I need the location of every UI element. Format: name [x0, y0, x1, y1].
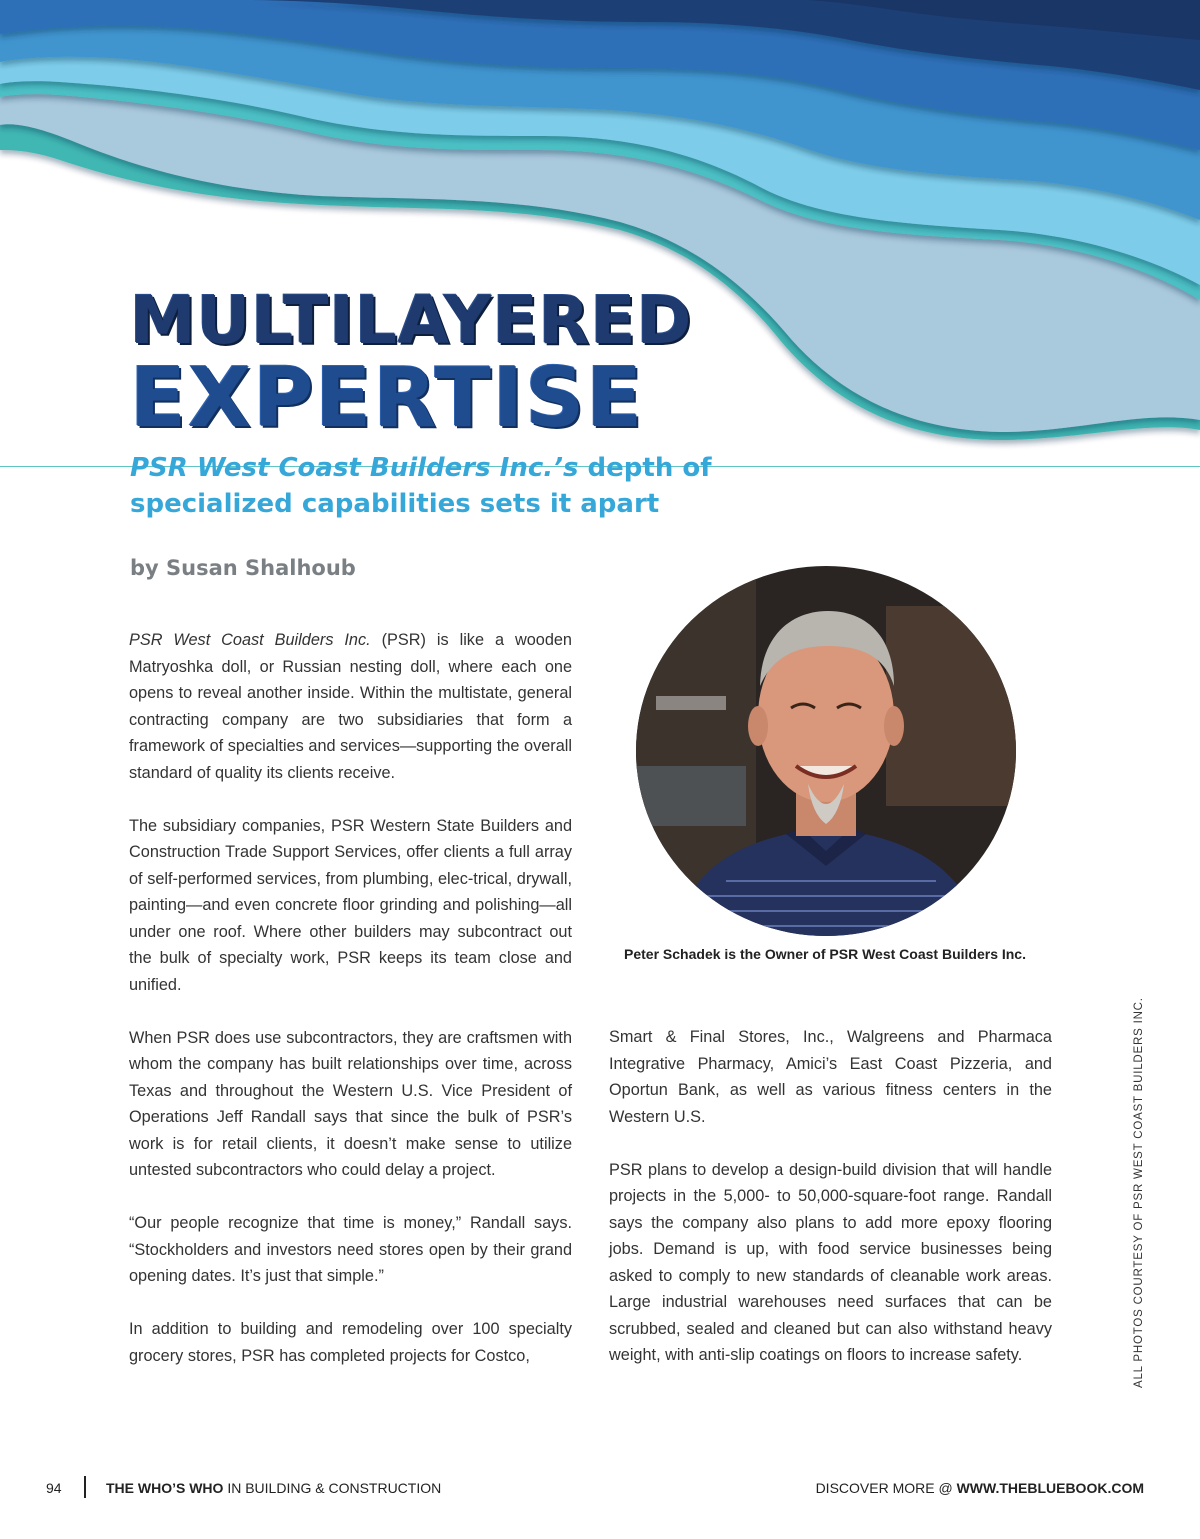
discover-more-link[interactable] — [816, 1480, 1144, 1496]
article-title — [130, 282, 693, 446]
portrait-photo — [636, 566, 1016, 936]
paragraph — [129, 627, 572, 786]
paragraph-text: (PSR) is like a wooden Matryoshka doll, or Russian nesting doll, where each one opens to reveal another inside. Within the multistate, general contracting company are two subsidiaries that form a framework of specialties and services—supporting the overall standard of quality its clients receive. — [129, 631, 572, 782]
paragraph: Smart & Final Stores, Inc., Walgreens and Pharmaca Integrative Pharmacy, Amici’s East Coast Pizzeria, and Oportun Bank, as well as various fitness centers in the Western U.S. — [609, 1028, 1052, 1126]
paragraph: PSR plans to develop a design-build division that will handle projects in the 5,000- to 50,000-square-foot range. Randall says the company also plans to add more epoxy flooring jobs. Demand is up, with food service businesses being asked to comply to new standards of cleanable work areas. Large industrial warehouses need surfaces that can be scrubbed, sealed and cleaned but can also withstand heavy weight, with anti-slip coatings on floors to increase safety. — [609, 1160, 1052, 1364]
title-line-2: EXPERTISE — [130, 351, 645, 446]
paragraph: In addition to building and remodeling over 100 specialty grocery stores, PSR has completed projects for Costco, — [129, 1320, 572, 1365]
subtitle-rest: depth of specialized capabilities sets it apart — [130, 453, 712, 519]
title-line-1: MULTILAYERED — [130, 282, 693, 359]
paragraph: When PSR does use subcontractors, they are craftsmen with whom the company has built relationships over time, across Texas and throughout the Western U.S. Vice President of Operations Jeff Randall says that since the bulk of PSR’s work is for retail clients, it doesn’t make sense to utilize untested subcontractors who could delay a project. — [129, 1028, 572, 1179]
photo-credit: ALL PHOTOS COURTESY OF PSR WEST COAST BUILDERS INC. — [1133, 997, 1145, 1388]
discover-prefix: DISCOVER MORE @ — [815, 1480, 957, 1496]
publication-name-bold: THE WHO’S WHO — [106, 1480, 224, 1496]
subtitle-company: PSR West Coast Builders Inc.’s — [130, 453, 579, 483]
portrait-illustration — [636, 566, 1016, 936]
publication-name — [106, 1480, 441, 1496]
footer-divider — [84, 1476, 86, 1498]
publication-name-rest: IN BUILDING & CONSTRUCTION — [223, 1480, 442, 1496]
byline: by Susan Shalhoub — [130, 556, 356, 580]
page-number: 94 — [46, 1480, 62, 1496]
article-subtitle — [130, 450, 770, 522]
photo-caption: Peter Schadek is the Owner of PSR West Coast Builders Inc. — [624, 946, 1026, 962]
body-column-right — [609, 1024, 1052, 1395]
body-column-left — [129, 627, 572, 1396]
paragraph: The subsidiary companies, PSR Western State Builders and Construction Trade Support Services, offer clients a full array of self-performed services, from plumbing, elec-trical, drywall, painting—and even concrete floor grinding and polishing—all under one roof. Where other builders may subcontract out the bulk of specialty work, PSR keeps its team close and unified. — [129, 816, 572, 994]
page-footer — [0, 1476, 1200, 1500]
company-name-italic: PSR West Coast Builders Inc. — [129, 631, 371, 649]
website-url[interactable]: WWW.THEBLUEBOOK.COM — [956, 1480, 1144, 1496]
paragraph: “Our people recognize that time is money,” Randall says. “Stockholders and investors need stores open by their grand opening dates. It’s just that simple.” — [129, 1214, 572, 1285]
